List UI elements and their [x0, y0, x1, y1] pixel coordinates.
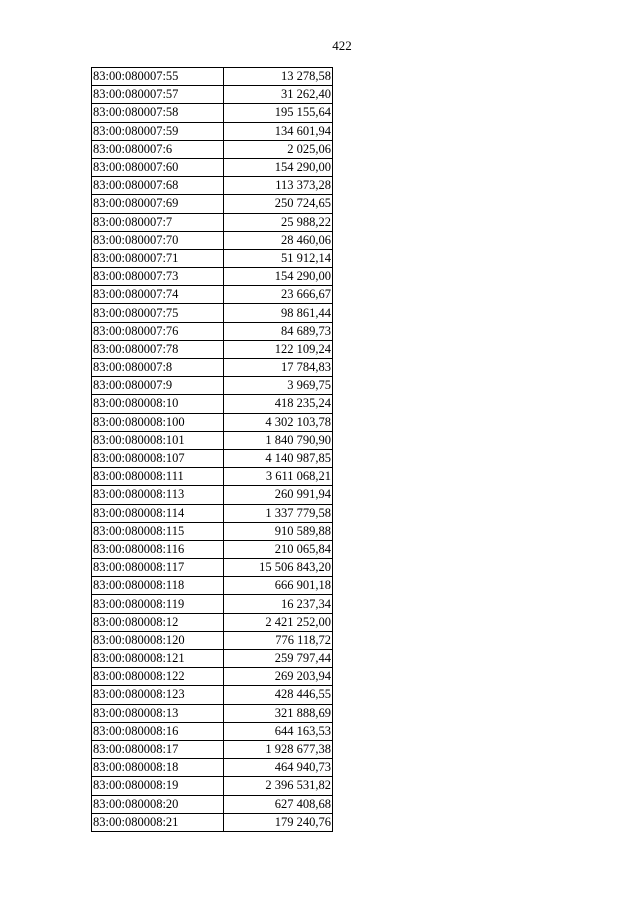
cadastral-number-cell: 83:00:080008:13: [92, 704, 224, 722]
cadastral-number-cell: 83:00:080008:20: [92, 795, 224, 813]
table-row: [92, 413, 333, 431]
cadastral-value-cell: 2 396 531,82: [224, 777, 333, 795]
table-row: [92, 813, 333, 831]
cadastral-value-cell: 179 240,76: [224, 813, 333, 831]
table-body: [92, 68, 333, 832]
cadastral-number-cell: 83:00:080008:12: [92, 613, 224, 631]
table-row: [92, 68, 333, 86]
cadastral-number-cell: 83:00:080008:119: [92, 595, 224, 613]
cadastral-value-cell: 259 797,44: [224, 650, 333, 668]
cadastral-number-cell: 83:00:080008:123: [92, 686, 224, 704]
cadastral-value-cell: 627 408,68: [224, 795, 333, 813]
table-row: [92, 158, 333, 176]
table-row: [92, 504, 333, 522]
cadastral-value-cell: 28 460,06: [224, 231, 333, 249]
cadastral-number-cell: 83:00:080007:7: [92, 213, 224, 231]
cadastral-number-cell: 83:00:080008:111: [92, 468, 224, 486]
cadastral-number-cell: 83:00:080008:21: [92, 813, 224, 831]
table-row: [92, 268, 333, 286]
cadastral-number-cell: 83:00:080007:75: [92, 304, 224, 322]
cadastral-value-cell: 3 969,75: [224, 377, 333, 395]
table-row: [92, 540, 333, 558]
table-row: [92, 468, 333, 486]
table-row: [92, 777, 333, 795]
table-row: [92, 431, 333, 449]
cadastral-number-cell: 83:00:080007:78: [92, 340, 224, 358]
table-row: [92, 340, 333, 358]
table-row: [92, 104, 333, 122]
cadastral-number-cell: 83:00:080008:122: [92, 668, 224, 686]
cadastral-number-cell: 83:00:080007:74: [92, 286, 224, 304]
cadastral-value-cell: 31 262,40: [224, 86, 333, 104]
cadastral-number-cell: 83:00:080007:70: [92, 231, 224, 249]
cadastral-value-cell: 113 373,28: [224, 177, 333, 195]
page-number: 422: [332, 38, 352, 53]
table-row: [92, 304, 333, 322]
table-row: [92, 686, 333, 704]
cadastral-number-cell: 83:00:080007:60: [92, 158, 224, 176]
table-row: [92, 231, 333, 249]
cadastral-value-cell: 25 988,22: [224, 213, 333, 231]
cadastral-value-cell: 464 940,73: [224, 759, 333, 777]
table-row: [92, 795, 333, 813]
cadastral-number-cell: 83:00:080007:73: [92, 268, 224, 286]
cadastral-value-cell: 195 155,64: [224, 104, 333, 122]
cadastral-value-cell: 122 109,24: [224, 340, 333, 358]
table-row: [92, 722, 333, 740]
cadastral-value-cell: 428 446,55: [224, 686, 333, 704]
cadastral-number-cell: 83:00:080007:58: [92, 104, 224, 122]
cadastral-value-cell: 321 888,69: [224, 704, 333, 722]
cadastral-number-cell: 83:00:080007:55: [92, 68, 224, 86]
cadastral-value-cell: 1 337 779,58: [224, 504, 333, 522]
cadastral-number-cell: 83:00:080008:100: [92, 413, 224, 431]
cadastral-value-cell: 2 421 252,00: [224, 613, 333, 631]
cadastral-value-cell: 776 118,72: [224, 631, 333, 649]
cadastral-value-cell: 84 689,73: [224, 322, 333, 340]
cadastral-number-cell: 83:00:080007:9: [92, 377, 224, 395]
cadastral-value-cell: 666 901,18: [224, 577, 333, 595]
table-row: [92, 322, 333, 340]
cadastral-number-cell: 83:00:080007:71: [92, 249, 224, 267]
table-row: [92, 122, 333, 140]
cadastral-number-cell: 83:00:080008:17: [92, 740, 224, 758]
cadastral-number-cell: 83:00:080007:69: [92, 195, 224, 213]
cadastral-value-cell: 1 928 677,38: [224, 740, 333, 758]
cadastral-value-cell: 644 163,53: [224, 722, 333, 740]
table-row: [92, 631, 333, 649]
table-row: [92, 522, 333, 540]
cadastral-number-cell: 83:00:080007:8: [92, 359, 224, 377]
cadastral-value-cell: 2 025,06: [224, 140, 333, 158]
cadastral-number-cell: 83:00:080007:6: [92, 140, 224, 158]
cadastral-number-cell: 83:00:080008:120: [92, 631, 224, 649]
cadastral-number-cell: 83:00:080007:59: [92, 122, 224, 140]
table-row: [92, 249, 333, 267]
table-row: [92, 213, 333, 231]
cadastral-number-cell: 83:00:080008:121: [92, 650, 224, 668]
cadastral-value-cell: 23 666,67: [224, 286, 333, 304]
table-row: [92, 449, 333, 467]
cadastral-number-cell: 83:00:080008:101: [92, 431, 224, 449]
cadastral-value-cell: 4 140 987,85: [224, 449, 333, 467]
table-row: [92, 486, 333, 504]
cadastral-value-cell: 154 290,00: [224, 268, 333, 286]
cadastral-number-cell: 83:00:080008:118: [92, 577, 224, 595]
cadastral-number-cell: 83:00:080007:76: [92, 322, 224, 340]
table-row: [92, 286, 333, 304]
table-row: [92, 377, 333, 395]
cadastral-value-cell: 4 302 103,78: [224, 413, 333, 431]
cadastral-value-cell: 418 235,24: [224, 395, 333, 413]
table-row: [92, 395, 333, 413]
table-row: [92, 577, 333, 595]
cadastral-value-cell: 3 611 068,21: [224, 468, 333, 486]
cadastral-value-cell: 17 784,83: [224, 359, 333, 377]
table-row: [92, 559, 333, 577]
table-row: [92, 195, 333, 213]
cadastral-number-cell: 83:00:080008:114: [92, 504, 224, 522]
cadastral-value-cell: 250 724,65: [224, 195, 333, 213]
cadastral-number-cell: 83:00:080008:16: [92, 722, 224, 740]
table-row: [92, 595, 333, 613]
table-row: [92, 650, 333, 668]
cadastral-value-cell: 134 601,94: [224, 122, 333, 140]
table-row: [92, 613, 333, 631]
table-row: [92, 668, 333, 686]
cadastral-number-cell: 83:00:080008:19: [92, 777, 224, 795]
cadastral-value-cell: 15 506 843,20: [224, 559, 333, 577]
cadastral-value-table: [91, 67, 333, 832]
cadastral-number-cell: 83:00:080008:107: [92, 449, 224, 467]
cadastral-number-cell: 83:00:080008:117: [92, 559, 224, 577]
cadastral-number-cell: 83:00:080007:57: [92, 86, 224, 104]
table-row: [92, 740, 333, 758]
cadastral-number-cell: 83:00:080008:10: [92, 395, 224, 413]
cadastral-number-cell: 83:00:080008:116: [92, 540, 224, 558]
cadastral-value-cell: 910 589,88: [224, 522, 333, 540]
cadastral-number-cell: 83:00:080007:68: [92, 177, 224, 195]
table-row: [92, 86, 333, 104]
cadastral-value-cell: 16 237,34: [224, 595, 333, 613]
cadastral-value-cell: 51 912,14: [224, 249, 333, 267]
cadastral-value-cell: 1 840 790,90: [224, 431, 333, 449]
cadastral-value-cell: 98 861,44: [224, 304, 333, 322]
cadastral-number-cell: 83:00:080008:113: [92, 486, 224, 504]
table-row: [92, 177, 333, 195]
cadastral-number-cell: 83:00:080008:18: [92, 759, 224, 777]
cadastral-number-cell: 83:00:080008:115: [92, 522, 224, 540]
cadastral-value-cell: 210 065,84: [224, 540, 333, 558]
cadastral-value-cell: 269 203,94: [224, 668, 333, 686]
cadastral-value-cell: 13 278,58: [224, 68, 333, 86]
table-row: [92, 704, 333, 722]
cadastral-value-cell: 260 991,94: [224, 486, 333, 504]
table-row: [92, 140, 333, 158]
table-row: [92, 759, 333, 777]
table-row: [92, 359, 333, 377]
cadastral-value-cell: 154 290,00: [224, 158, 333, 176]
